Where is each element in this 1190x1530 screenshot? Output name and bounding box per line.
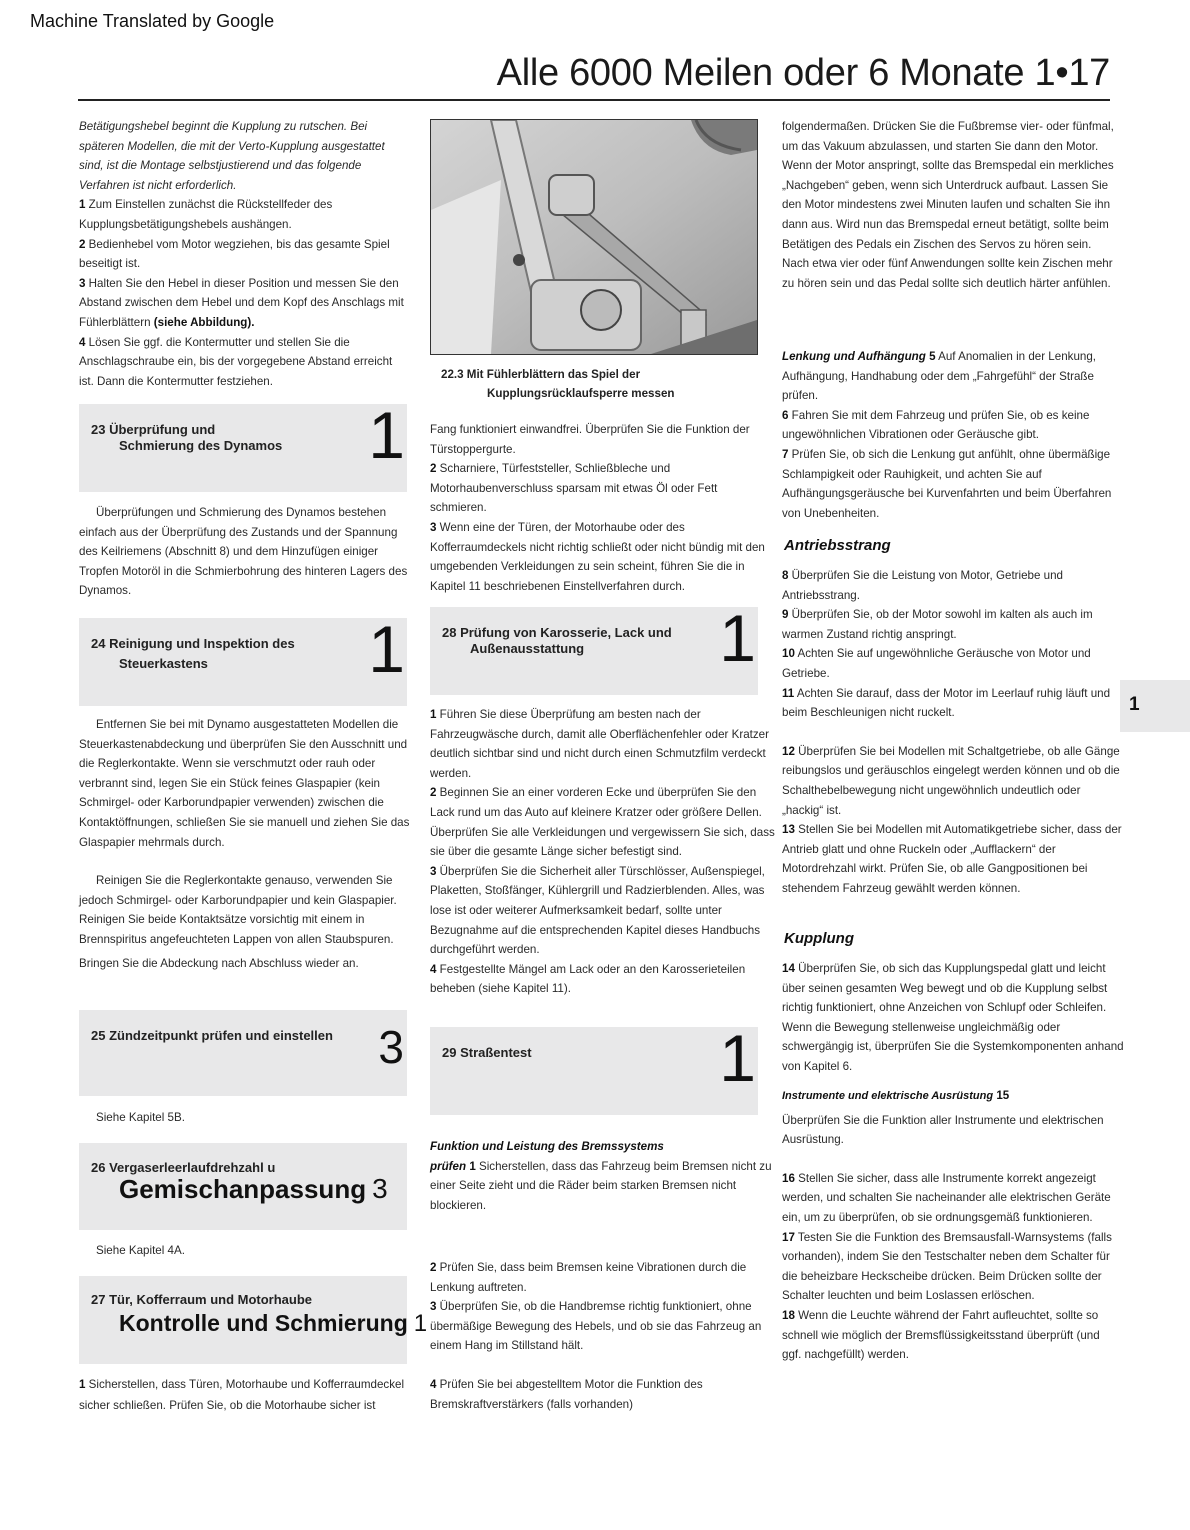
difficulty-rating: 1	[368, 612, 405, 686]
section-27-header	[79, 1276, 428, 1364]
section-24-body: Entfernen Sie bei mit Dynamo ausgestatteten Modellen die Steuerkastenabdeckung und überprüfen Sie den Ausschnitt und die Reglerkontakte. Wenn sie verschmutzt oder rauh oder verbrannt sind, legen Sie ein Stück feines Glaspapier (kein Schmirgel- oder Karborundpapier verwenden) zwischen die Kontaktöffnungen, schließen Sie sie manuell und ziehen Sie das Glaspapier mehrmals durch. Reinigen Sie die Reglerkontakte genauso, verwenden Sie jedoch Schmirgel- oder Karborundpapier und kein Glaspapier. Reinigen Sie beide Kontaktsätze vorsichtig mit einem in Brennspiritus angefeuchteten Lappen von allen Staubspuren. Bringen Sie die Abdeckung nach Abschluss wieder an.	[79, 718, 410, 970]
steering-section: Lenkung und Aufhängung 5 Auf Anomalien in der Lenkung, Aufhängung, Handhabung oder dem „Fahrgefühl“ der Straße prüfen. 6 Fahren Sie mit dem Fahrzeug und prüfen Sie, ob es keine ungewöhnlichen Vibrationen oder Geräusche gibt. 7 Prüfen Sie, ob sich die Lenkung gut anfühlt, ohne übermäßige Schlampigkeit oder Rauhigkeit, und achten Sie auf Aufhängungsgeräusche bei Kurvenfahrten und beim Überfahren von Unebenheiten.	[782, 350, 1112, 520]
subheading-brakes: Funktion und Leistung des Bremssystems	[430, 1140, 664, 1153]
section-29-steps: 2 Prüfen Sie, dass beim Bremsen keine Vibrationen durch die Lenkung auftreten. 3 Überprüfen Sie, ob die Handbremse richtig funktioniert, ohne übermäßige Bewegung des Hebels, und ob sie das Fahrzeug an einem Hang im Stillstand hält. 4 Prüfen Sie bei abgestelltem Motor die Funktion des Bremskraftverstärkers (falls vorhanden)	[430, 1261, 762, 1411]
section-29-header	[430, 1021, 758, 1115]
section-title: 23 Überprüfung und Schmierung des Dynamos	[91, 422, 283, 453]
section-26-header	[79, 1143, 407, 1230]
section-27-continued: Fang funktioniert einwandfrei. Überprüfen Sie die Funktion der Türstoppergurte. 2 Scharniere, Türfeststeller, Schließbleche und Motorhaubenverschluss sparsam mit etwas Öl oder Fett schmieren. 3 Wenn eine der Türen, der Motorhaube oder des Kofferraumdeckels nicht richtig schließt oder nicht bündig mit den umgebenden Verkleidungen zu sein scheint, führen Sie die in Kapitel 11 beschriebenen Einstellverfahren durch.	[430, 423, 765, 593]
section-title-line2: Kontrolle und Schmierung 1	[119, 1310, 428, 1337]
section-title: 26 Vergaserleerlaufdrehzahl u	[91, 1160, 276, 1175]
difficulty-rating: 1	[719, 601, 756, 675]
col1-intro	[79, 117, 409, 391]
figure-caption: 22.3 Mit Fühlerblättern das Spiel der Kupplungsrücklaufsperre messen	[441, 368, 675, 400]
difficulty-rating: 3	[372, 1173, 388, 1204]
section-title: 24 Reinigung und Inspektion des Steuerkastens	[91, 636, 295, 671]
subheading-clutch: Kupplung	[784, 930, 854, 947]
section-23-header	[79, 398, 407, 492]
step: 2 Bedienhebel vom Motor wegziehen, bis das gesamte Spiel beseitigt ist.	[79, 237, 390, 271]
step: 4 Lösen Sie ggf. die Kontermutter und stellen Sie die Anschlagschraube ein, bis der vorgegebene Abstand erreicht ist. Dann die Kontermutter festziehen.	[79, 335, 393, 388]
difficulty-rating: 1	[368, 398, 405, 472]
subheading-drivetrain: Antriebsstrang	[784, 537, 891, 554]
step: 1 Zum Einstellen zunächst die Rückstellfeder des Kupplungsbetätigungshebels aushängen.	[79, 198, 333, 231]
title-rule	[78, 99, 1110, 101]
section-27-body: 1 Sicherstellen, dass Türen, Motorhaube und Kofferraumdeckel sicher schließen. Prüfen Sie, ob die Motorhaube sicher ist	[79, 1378, 405, 1412]
machine-translation-banner: Machine Translated by Google	[30, 11, 275, 31]
difficulty-rating: 3	[378, 1021, 404, 1073]
section-title: 28 Prüfung von Karosserie, Lack und Außenausstattung	[442, 625, 672, 656]
difficulty-rating: 1	[413, 1310, 428, 1337]
clutch-section: 14 Überprüfen Sie, ob sich das Kupplungspedal glatt und leicht über seinen gesamten Weg bewegt und ob die Kupplung selbst richtig funktioniert, ohne Anzeichen von Schlupf oder Schleifen. Wenn die Bewegung stellenweise ungleichmäßig oder schwergängig ist, überprüfen Sie die Systemkomponenten anhand von Kapitel 6.	[782, 962, 1124, 1073]
figure-clutch-photo	[430, 119, 758, 355]
drivetrain-section: 8 Überprüfen Sie die Leistung von Motor, Getriebe und Antriebsstrang. 9 Überprüfen Sie, ob der Motor sowohl im kalten als auch im warmen Zustand richtig anspringt. 10 Achten Sie auf ungewöhnliche Geräusche von Motor und Getriebe. 11 Achten Sie darauf, dass der Motor im Leerlauf ruhig läuft und beim Beschleunigen nicht ruckelt. 12 Überprüfen Sie bei Modellen mit Schaltgetriebe, ob alle Gänge reibungslos und geräuschlos eingelegt werden können und ob die Schalthebelbewegung nicht ungewöhnlich undeutlich oder „hackig“ ist. 13 Stellen Sie bei Modellen mit Automatikgetriebe sicher, dass der Antrieb glatt und ohne Ruckeln oder „Aufflackern“ der Motordrehzahl wirkt. Prüfen Sie, ob alle Gangpositionen bei stehendem Fahrzeug gewählt werden können.	[782, 569, 1122, 895]
step: 3 Halten Sie den Hebel in dieser Position und messen Sie den Abstand zwischen dem Hebel und dem Kopf des Anschlags mit Fühlerblättern (siehe Abbildung).	[79, 276, 404, 329]
clutch-lever-photo-illustration	[431, 120, 757, 354]
section-25-body: Siehe Kapitel 5B.	[96, 1111, 185, 1124]
section-23-body: Überprüfungen und Schmierung des Dynamos bestehen einfach aus der Überprüfung des Zustands und der Spannung des Keilriemens (Abschnitt 8) und dem Hinzufügen einiger Tropfen Motoröl in die Schmierbohrung des hinteren Lagers des Dynamos.	[79, 506, 408, 598]
section-28-header	[430, 601, 758, 695]
section-29-brakes: Funktion und Leistung des Bremssystems prüfen 1 Sicherstellen, dass das Fahrzeug beim Bremsen nicht zu einer Seite zieht und die Räder beim starken Bremsen nicht blockieren.	[430, 1137, 780, 1215]
section-25-header	[79, 1010, 407, 1096]
section-title: 27 Tür, Kofferraum und Motorhaube	[91, 1292, 313, 1307]
instruments-section: Instrumente und elektrische Ausrüstung 15 Überprüfen Sie die Funktion aller Instrumente und elektrischen Ausrüstung. 16 Stellen Sie sicher, dass alle Instrumente korrekt angezeigt werden, und schalten Sie nacheinander alle elektrischen Geräte ein, um zu überprüfen, ob sie ordnungsgemäß funktionieren. 17 Testen Sie die Funktion des Bremsausfall-Warnsystems (falls vorhanden), indem Sie den Testschalter neben dem Schalter für die beheizbare Heckscheibe drücken. Beim Drücken sollte der Schalter leuchten und beim Loslassen erlöschen. 18 Wenn die Leuchte während der Fahrt aufleuchtet, sollte so schnell wie möglich der Bremsflüssigkeitsstand überprüft (und ggf. nachgefüllt) werden.	[782, 1089, 1112, 1362]
brake-servo-continued: folgendermaßen. Drücken Sie die Fußbremse vier- oder fünfmal, um das Vakuum abzulassen, und starten Sie dann den Motor. Wenn der Motor anspringt, sollte das Bremspedal ein merkliches „Nachgeben“ geben, wenn sich Unterdruck aufbaut. Lassen Sie den Motor mindestens zwei Minuten laufen und schalten Sie ihn dann aus. Wird nun das Bremspedal erneut betätigt, sollte beim Betätigen des Pedals ein Zischen des Servos zu hören sein. Nach etwa vier oder fünf Anwendungen sollte kein Zischen mehr zu hören sein und das Pedal sollte sich deutlich härter anfühlen.	[782, 120, 1114, 290]
intro-italic: Betätigungshebel beginnt die Kupplung zu rutschen. Bei späteren Modellen, die mit der Verto-Kupplung ausgestattet sind, ist die Montage selbstjustierend und das folgende Verfahren ist nicht erforderlich.	[79, 120, 385, 192]
subheading-steering: Lenkung und Aufhängung	[782, 350, 926, 363]
subheading-instruments: Instrumente und elektrische Ausrüstung	[782, 1090, 994, 1102]
chapter-side-tab: 1	[1120, 680, 1190, 732]
section-title-line2: Gemischanpassung 3	[119, 1173, 388, 1204]
difficulty-rating: 1	[719, 1021, 756, 1095]
section-26-body: Siehe Kapitel 4A.	[96, 1244, 185, 1257]
section-title: 25 Zündzeitpunkt prüfen und einstellen	[91, 1028, 333, 1043]
section-title: 29 Straßentest	[442, 1045, 532, 1060]
section-28-body: 1 Führen Sie diese Überprüfung am besten nach der Fahrzeugwäsche durch, damit alle Oberflächenfehler oder Kratzer deutlich sichtbar sind und nicht durch einen Schmutzfilm verdeckt werden. 2 Beginnen Sie an einer vorderen Ecke und überprüfen Sie den Lack rund um das Auto auf kleinere Kratzer oder größere Dellen. Überprüfen Sie alle Verkleidungen und vergewissern Sie sich, dass sie über die gesamte Länge sicher befestigt sind. 3 Überprüfen Sie die Sicherheit aller Türschlösser, Außenspiegel, Plaketten, Stoßfänger, Kühlergrill und Radzierblenden. Alles, was lose ist oder weiterer Aufmerksamkeit bedarf, sollte unter Bezugnahme auf die entsprechenden Kapitel dieses Handbuchs durchgeführt werden. 4 Festgestellte Mängel am Lack oder an den Karosserieteilen beheben (siehe Kapitel 11).	[430, 708, 775, 996]
section-24-header	[79, 612, 407, 706]
page-title: Alle 6000 Meilen oder 6 Monate 1•17	[496, 52, 1110, 94]
